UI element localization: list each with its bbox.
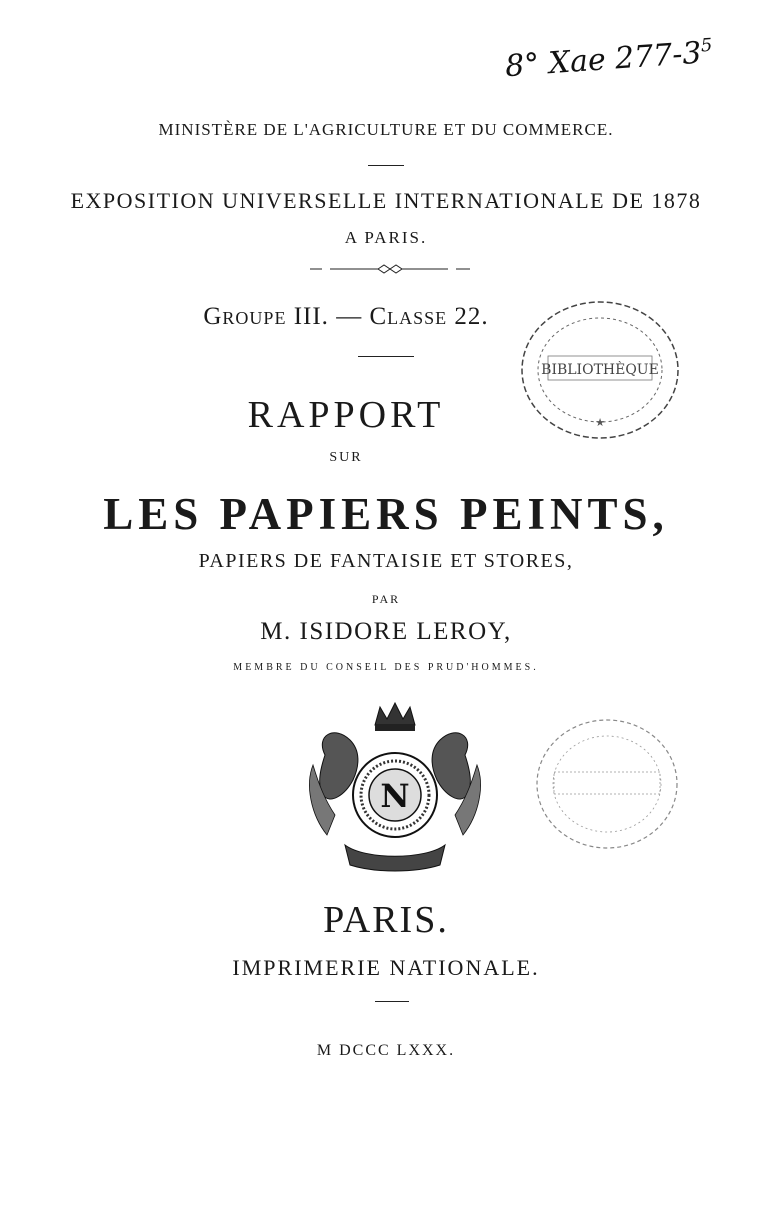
groupe-label: Groupe: [203, 303, 287, 330]
rapport-heading: RAPPORT: [247, 394, 445, 436]
groupe-number: III.: [293, 303, 329, 330]
ministry-line: MINISTÈRE DE L'AGRICULTURE ET DU COMMERCE.: [158, 120, 614, 139]
ornamental-divider: [300, 262, 480, 276]
divider-short-1: [368, 165, 404, 166]
groupe-dash: —: [336, 303, 363, 330]
stamp-top-label: BIBLIOTHÈQUE: [541, 362, 659, 378]
publication-date: M DCCC LXXX.: [316, 1042, 456, 1059]
divider-short-3: [375, 1001, 409, 1002]
classe-number: 22.: [454, 303, 489, 330]
subtitle: PAPIERS DE FANTAISIE ET STORES,: [198, 550, 574, 572]
imprint-city: PARIS.: [323, 899, 449, 941]
exposition-city: A PARIS.: [344, 228, 428, 247]
exposition-title: EXPOSITION UNIVERSELLE INTERNATIONALE DE 1878: [70, 188, 702, 213]
emblem-monogram: N: [380, 777, 410, 815]
shelfmark-annotation: [504, 35, 714, 84]
par-word: PAR: [371, 592, 401, 606]
shelfmark-text: 8° Xae 277-3: [504, 35, 703, 85]
imprimerie-nationale-emblem: [305, 695, 485, 875]
svg-text:★: ★: [595, 416, 605, 429]
main-title: LES PAPIERS PEINTS,: [103, 489, 669, 539]
classe-label: Classe: [369, 303, 448, 330]
printer-name: IMPRIMERIE NATIONALE.: [232, 955, 540, 980]
sur-word: SUR: [329, 450, 363, 465]
library-stamp-top: [516, 296, 684, 444]
library-stamp-bottom: [532, 714, 682, 854]
divider-short-2: [358, 356, 414, 357]
author-role: MEMBRE DU CONSEIL DES PRUD'HOMMES.: [233, 662, 539, 673]
author-name: M. ISIDORE LEROY,: [260, 618, 512, 645]
shelfmark-superscript: 5: [700, 34, 714, 57]
